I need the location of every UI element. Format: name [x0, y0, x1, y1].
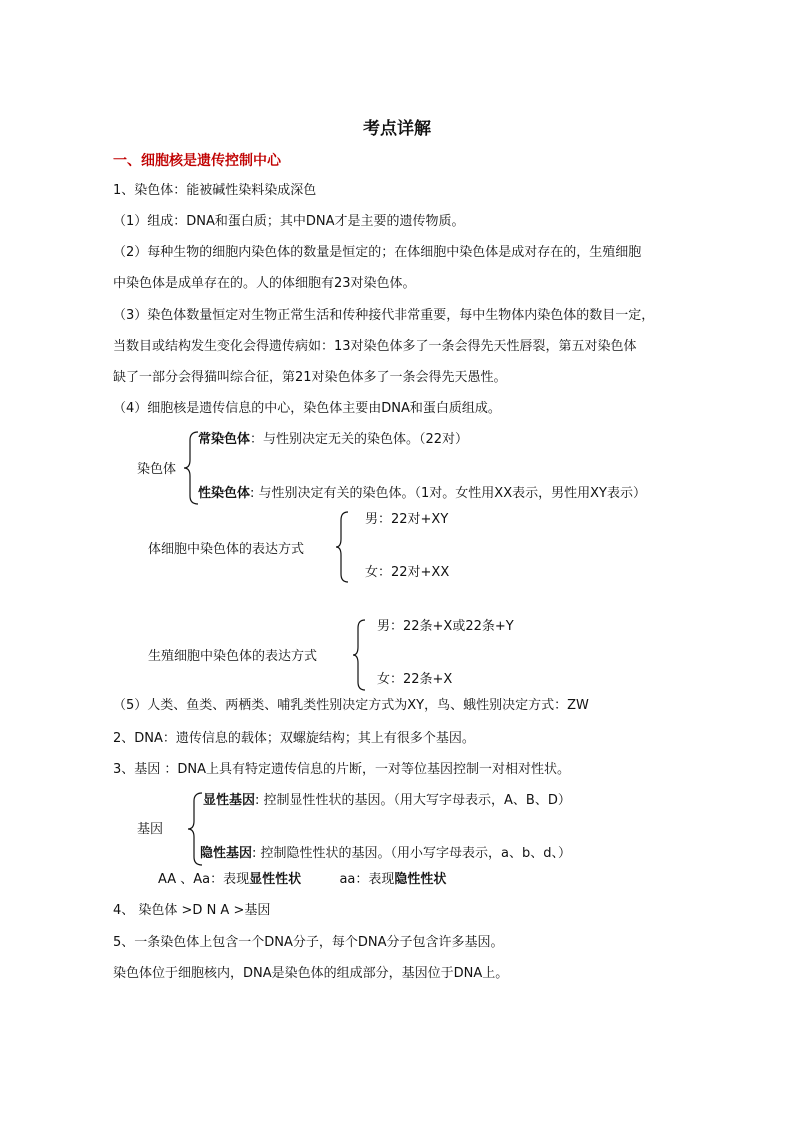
- somatic-male: 男：22对+XY: [365, 512, 449, 527]
- somatic-female: 女：22对+XX: [365, 565, 450, 580]
- dominant-gene-term: 显性基因: [203, 793, 256, 808]
- paragraph-number-2: 中染色体是成单存在的。人的体细胞有23对染色体。: [113, 276, 416, 291]
- paragraph-dna-molecule: 5、一条染色体上包含一个DNA分子，每个DNA分子包含许多基因。: [113, 935, 504, 950]
- dominant-trait-prefix: AA 、Aa：表现: [158, 872, 250, 887]
- recessive-trait-prefix: aa：表现: [339, 872, 395, 887]
- paragraph-number-1: （2）每种生物的细胞内染色体的数量是恒定的；在体细胞中染色体是成对存在的，生殖细胞: [113, 245, 642, 260]
- chromosome-label: 染色体: [137, 462, 177, 477]
- sex-chromosome-term: 性染色体: [198, 486, 251, 501]
- recessive-gene-term: 隐性基因: [200, 846, 253, 861]
- paragraph-disease-1: （3）染色体数量恒定对生物正常生活和传种接代非常重要，每中生物体内染色体的数目一定，: [113, 308, 655, 323]
- paragraph-sex-determination: （5）人类、鱼类、两栖类、哺乳类性别决定方式为XY，鸟、蛾性别决定方式：ZW: [113, 698, 589, 713]
- page-title: 考点详解: [363, 119, 431, 139]
- section-heading: 一、细胞核是遗传控制中心: [113, 153, 281, 169]
- paragraph-chromosome: 1、染色体：能被碱性染料染成深色: [113, 183, 317, 198]
- paragraph-gene: 3、基因 ：DNA上具有特定遗传信息的片断，一对等位基因控制一对相对性状。: [113, 762, 571, 777]
- autosome-desc: ：与性别决定无关的染色体。（22对）: [250, 432, 469, 447]
- brace-somatic: [336, 512, 350, 582]
- sex-chromosome-item: [198, 484, 646, 504]
- paragraph-location: 染色体位于细胞核内，DNA是染色体的组成部分，基因位于DNA上。: [113, 966, 509, 981]
- recessive-trait: 隐性性状: [394, 872, 447, 887]
- germ-female: 女：22条+X: [377, 672, 453, 687]
- autosome-item: [198, 430, 468, 450]
- sex-chromosome-desc: : 与性别决定有关的染色体。（1对。女性用XX表示，男性用XY表示）: [250, 486, 646, 501]
- trait-expression-line: [158, 870, 446, 890]
- autosome-term: 常染色体: [198, 432, 251, 447]
- paragraph-dna: 2、DNA：遗传信息的载体；双螺旋结构；其上有很多个基因。: [113, 731, 475, 746]
- dominant-trait: 显性性状: [249, 872, 302, 887]
- paragraph-disease-2: 当数目或结构发生变化会得遗传病如：13对染色体多了一条会得先天性唇裂，第五对染色体: [113, 339, 637, 354]
- germ-male: 男：22条+X或22条+Y: [377, 619, 514, 634]
- brace-germ: [353, 620, 367, 690]
- germ-label: 生殖细胞中染色体的表达方式: [148, 649, 318, 664]
- paragraph-nucleus: （4）细胞核是遗传信息的中心，染色体主要由DNA和蛋白质组成。: [113, 401, 501, 416]
- paragraph-disease-3: 缺了一部分会得猫叫综合征，第21对染色体多了一条会得先天愚性。: [113, 370, 507, 385]
- dominant-gene-item: [203, 791, 571, 811]
- gene-label: 基因: [137, 822, 164, 837]
- paragraph-hierarchy: 4、 染色体 >D N A >基因: [113, 903, 271, 918]
- somatic-label: 体细胞中染色体的表达方式: [148, 542, 305, 557]
- dominant-gene-desc: : 控制显性性状的基因。（用大写字母表示，A、B、D）: [255, 793, 571, 808]
- recessive-gene-item: [200, 844, 571, 864]
- recessive-gene-desc: : 控制隐性性状的基因。（用小写字母表示，a、b、d、）: [252, 846, 571, 861]
- paragraph-composition: （1）组成：DNA和蛋白质；其中DNA才是主要的遗传物质。: [113, 214, 465, 229]
